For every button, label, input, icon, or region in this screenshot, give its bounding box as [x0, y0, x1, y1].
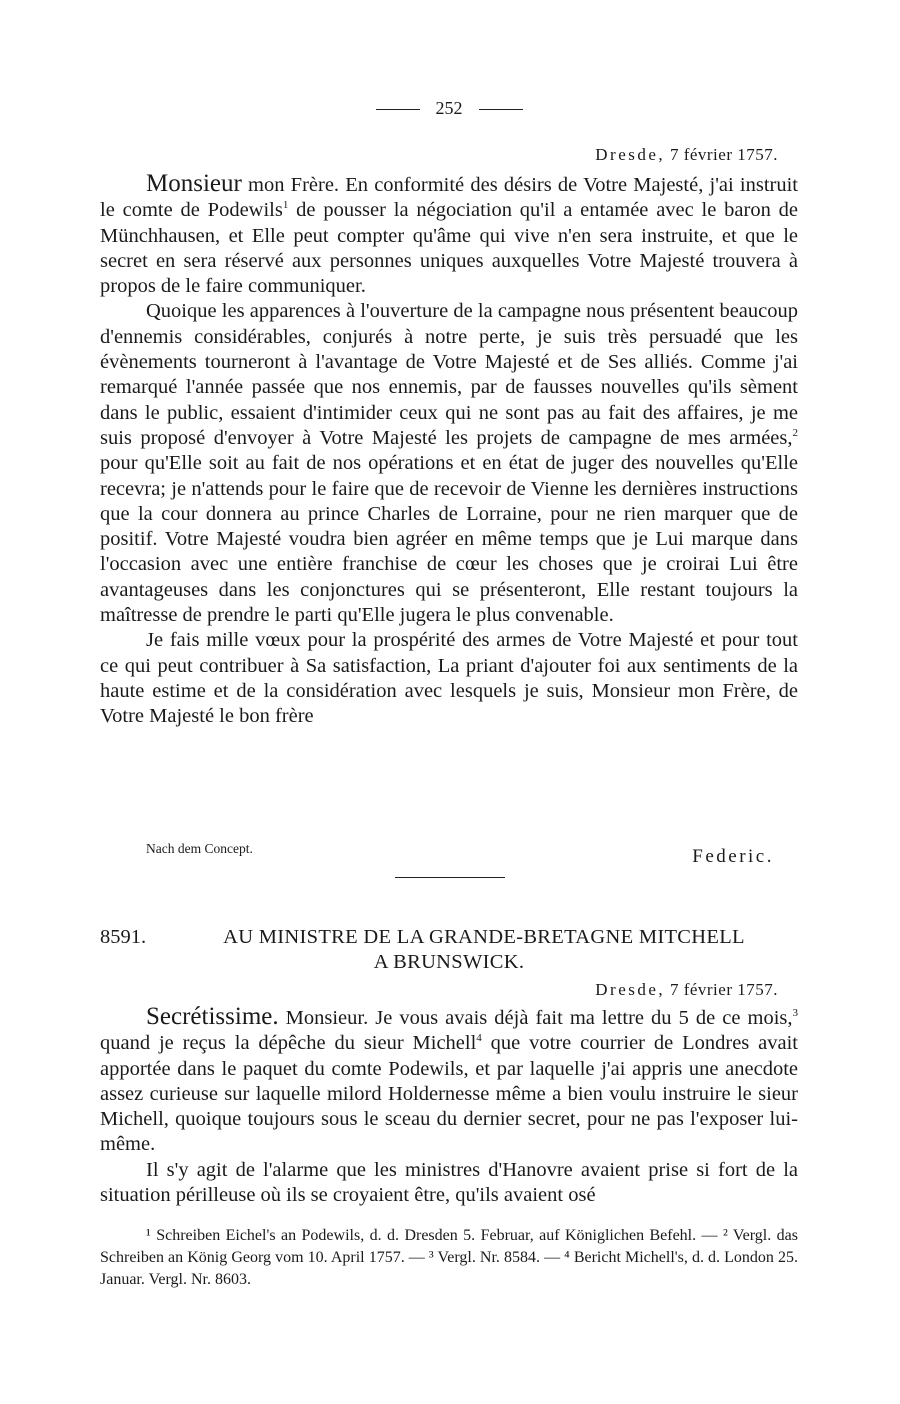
paragraph-text: que votre courrier de Londres avait apportée dans le paquet du comte Podewils, et par laquelle j'ai appris une anecdote assez curieuse sur laquelle milord Holdernesse même a bien voulu instruire le sieur Michell, quoique toujours sous le sceau du dernier secret, pour ne pas l'exposer lui-même.: [100, 1032, 798, 1156]
paragraph: [100, 1004, 798, 1158]
header-rule-right: [479, 109, 523, 110]
signature: Federic.: [692, 846, 774, 867]
dateline-place: Dresde,: [595, 145, 666, 164]
paragraph: [100, 628, 798, 729]
paragraph: [100, 299, 798, 628]
dateline: [595, 145, 778, 165]
letter-body: [100, 171, 798, 730]
footnotes: [100, 1225, 798, 1291]
footnote-ref: 3: [792, 1007, 798, 1020]
letter-number: 8591.: [100, 926, 147, 948]
section-divider: [395, 877, 505, 878]
salutation-initial: Monsieur: [146, 170, 242, 197]
paragraph-text: de pousser la négociation qu'il a entamée avec le baron de Münchhausen, et Elle peut compter qu'âme qui vive n'en sera instruite, et que le secret en sera réservé aux personnes uniques auxquelles Votre Majesté trouvera à propos de le faire communiquer.: [100, 199, 799, 298]
paragraph-text: Quoique les apparences à l'ouverture de la campagne nous présentent beaucoup d'ennemis considérables, conjurés à notre perte, je suis très persuadé que les évènements tourneront à l'avantage de Votre Majesté et de Ses alliés. Comme j'ai remarqué l'année passée que nos ennemis, par de fausses nouvelles qu'ils sèment dans le public, essaient d'intimider ceux qui ne sont pas au fait des affaires, je me suis proposé d'envoyer à Votre Majesté les projets de campagne de mes armées,: [100, 300, 798, 449]
paragraph-text: Je fais mille vœux pour la prospérité des armes de Votre Majesté et pour tout ce qui peut contribuer à Sa satisfaction, La priant d'ajouter foi aux sentiments de la haute estime et de la considération avec lesquels je suis, Monsieur mon Frère, de Votre Majesté le bon frère: [100, 629, 798, 728]
paragraph-text: Il s'y agit de l'alarme que les ministres d'Hanovre avaient prise si fort de la situation périlleuse où ils se croyaient être, qu'ils avaient osé: [100, 1158, 798, 1207]
paragraph-text: mon Frère. En conformité des désirs de Votre Majesté, j'ai instruit le comte de Podewils: [100, 174, 798, 222]
header-rule-left: [376, 109, 420, 110]
footnote-ref: 2: [792, 427, 798, 440]
salutation-initial: Secrétissime.: [146, 1003, 279, 1030]
letter-title-line1: AU MINISTRE DE LA GRANDE-BRETAGNE MITCHELL: [223, 926, 745, 948]
footnote-text: ¹ Schreiben Eichel's an Podewils, d. d. Dresden 5. Februar, auf Königlichen Befehl. — ² Vergl. das Schreiben an König Georg vom 10. April 1757. — ³ Vergl. Nr. 8584. — ⁴ Bericht Michell's, d. d. London 25. Januar. Vergl. Nr. 8603.: [100, 1227, 798, 1288]
footnote-ref: 1: [282, 199, 289, 212]
letter-title-line2: A BRUNSWICK.: [373, 951, 525, 973]
letter-heading: [100, 925, 798, 975]
footnote-ref: 4: [476, 1032, 482, 1045]
dateline-date: 7 février 1757.: [669, 145, 778, 164]
dateline-place: Dresde,: [595, 980, 666, 999]
source-note: Nach dem Concept.: [146, 841, 253, 856]
letter-body: [100, 1004, 798, 1208]
page-header: [100, 98, 798, 119]
paragraph-text: quand je reçus la dépêche du sieur Michell: [100, 1032, 477, 1055]
dateline: [595, 980, 778, 1000]
dateline-date: 7 février 1757.: [669, 980, 778, 999]
paragraph-text: pour qu'Elle soit au fait de nos opérations et en état de juger des nouvelles qu'Elle recevra; je n'attends pour le faire que de recevoir de Vienne les dernières instructions que la cour donnera au prince Charles de Lorraine, pour ne rien marquer que de positif. Votre Majesté voudra bien agréer en même temps que je Lui marque dans l'occasion avec une entière franchise de cœur les choses que je croirai Lui être avantageuses dans les conjonctures qui se présenteront, Elle restant toujours la maîtresse de prendre le parti qu'Elle jugera le plus convenable.: [100, 452, 798, 627]
page-number: 252: [435, 98, 463, 118]
paragraph: [100, 1158, 798, 1209]
paragraph-text: Monsieur. Je vous avais déjà fait ma lettre du 5 de ce mois,: [278, 1007, 793, 1029]
book-page: [100, 0, 798, 1404]
paragraph: [100, 171, 798, 299]
